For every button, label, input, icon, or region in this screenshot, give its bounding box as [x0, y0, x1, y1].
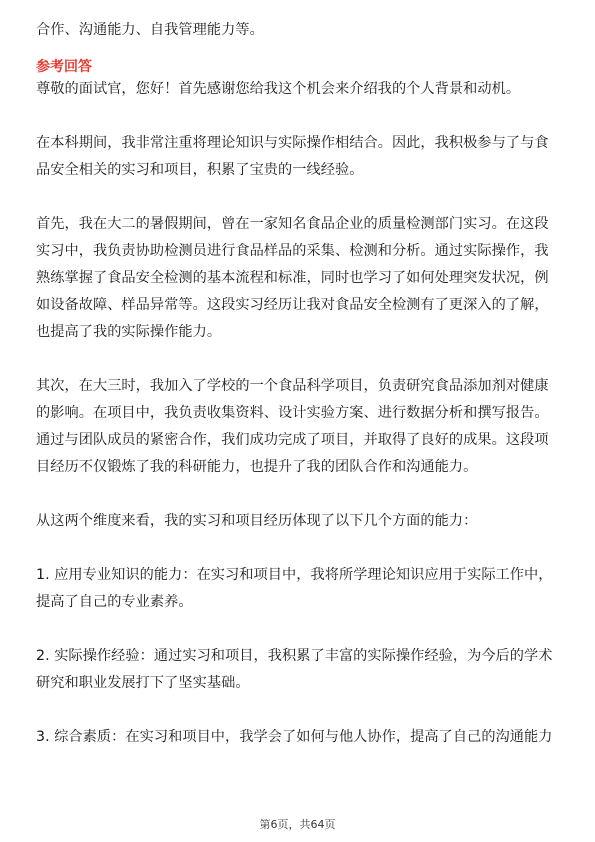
paragraph-undergrad: 在本科期间，我非常注重将理论知识与实际操作相结合。因此，我积极参与了与食品安全相关的实习和项目，积累了宝贵的一线经验。 [36, 135, 549, 178]
document-body [36, 17, 560, 751]
list-item-3: 3. 综合素质：在实习和项目中，我学会了如何与他人协作，提高了自己的沟通能力 [36, 729, 553, 745]
list-item-2: 2. 实际操作经验：通过实习和项目，我积累了丰富的实际操作经验，为今后的学术研究和职业发展打下了坚实基础。 [36, 648, 553, 691]
paragraph-greeting: 尊敬的面试官，您好！首先感谢您给我这个机会来介绍我的个人背景和动机。 [36, 81, 521, 97]
section-heading: 参考回答 [36, 59, 92, 75]
lead-fragment: 合作、沟通能力、自我管理能力等。 [36, 22, 264, 38]
paragraph-project: 其次，在大三时，我加入了学校的一个食品科学项目，负责研究食品添加剂对健康的影响。在项目中，我负责收集资料、设计实验方案、进行数据分析和撰写报告。通过与团队成员的紧密合作，我们成功完成了项目，并取得了良好的成果。这段项目经历不仅锻炼了我的科研能力，也提升了我的团队合作和沟通能力。 [36, 378, 549, 475]
page-number-footer: 第6页，共64页 [259, 818, 336, 831]
paragraph-internship: 首先，我在大二的暑假期间，曾在一家知名食品企业的质量检测部门实习。在这段实习中，我负责协助检测员进行食品样品的采集、检测和分析。通过实际操作，我熟练掌握了食品安全检测的基本流程和标准，同时也学习了如何处理突发状况，例如设备故障、样品异常等。这段实习经历让我对食品安全检测有了更深入的了解，也提高了我的实际操作能力。 [36, 216, 549, 340]
paragraph-summary: 从这两个维度来看，我的实习和项目经历体现了以下几个方面的能力： [36, 513, 478, 529]
list-item-1: 1. 应用专业知识的能力：在实习和项目中，我将所学理论知识应用于实际工作中，提高了自己的专业素养。 [36, 567, 553, 610]
